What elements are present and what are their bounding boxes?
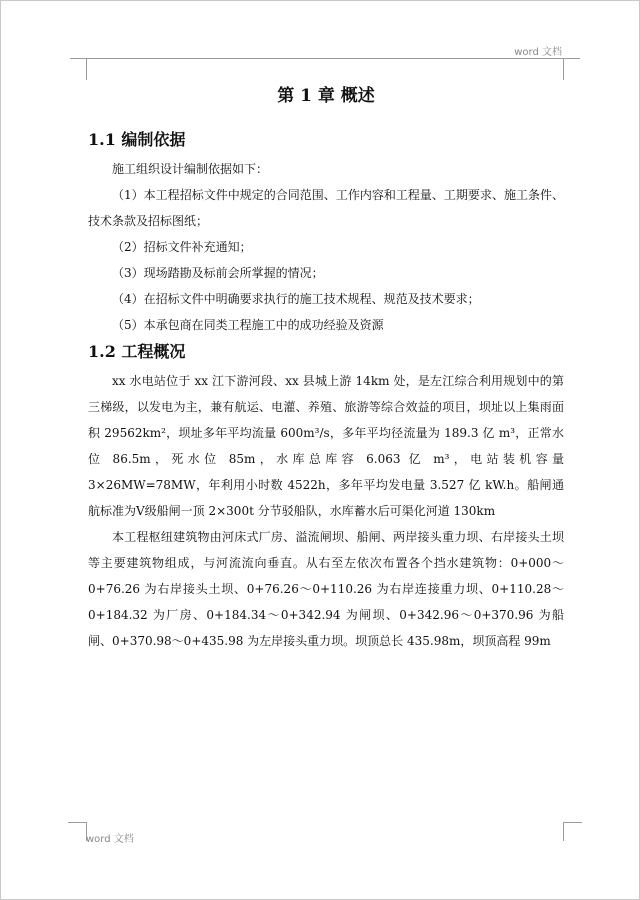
- header-label: word 文档: [514, 47, 562, 58]
- overview-paragraph-1: xx 水电站位于 xx 江下游河段、xx 县城上游 14km 处，是左江综合利用规划中的第三梯级，以发电为主，兼有航运、电灌、养殖、旅游等综合效益的项目，坝址以上集雨面积 29562km²，坝址多年平均流量 600m³/s，多年平均径流量为 189.3 亿 m³，正常水位 86.5m，死水位 85m，水库总库容 6.063 亿 m³，电站装机容量 3×26MW=78MW，年利用小时数 4522h，多年平均发电量 3.527 亿 kW.h。船闸通航标准为Ⅴ级船闸一顶 2×300t 分节驳船队，水库蓄水后可渠化河道 130km: [88, 374, 564, 518]
- section-heading-basis: 1.1 编制依据: [88, 130, 186, 149]
- basis-item-1: （1）本工程招标文件中规定的合同范围、工作内容和工程量、工期要求、施工条件、技术条款及招标图纸；: [88, 188, 564, 228]
- overview-paragraph-2: 本工程枢纽建筑物由河床式厂房、溢流闸坝、船闸、两岸接头重力坝、右岸接头土坝等主要建筑物组成，与河流流向垂直。从右至左依次布置各个挡水建筑物：0+000～0+76.26 为右岸接头土坝、0+76.26～0+110.26 为右岸连接重力坝、0+110.28～0+184.32 为厂房、0+184.34～0+342.94 为闸坝、0+342.96～0+370.96 为船闸、0+370.98～0+435.98 为左岸接头重力坝。坝顶总长 435.98m，坝顶高程 99m: [88, 530, 564, 648]
- basis-item-2: （2）招标文件补充通知；: [112, 240, 252, 254]
- section-heading-overview: 1.2 工程概况: [88, 342, 186, 361]
- crop-mark-top-left: [68, 58, 87, 80]
- crop-mark-top-right: [563, 58, 582, 80]
- footer-label: word 文档: [86, 834, 134, 845]
- header-rule: [70, 58, 580, 59]
- basis-item-4: （4）在招标文件中明确要求执行的施工技术规程、规范及技术要求；: [112, 292, 480, 306]
- chapter-title: 第 1 章 概述: [277, 86, 375, 106]
- section-intro: 施工组织设计编制依据如下：: [112, 162, 269, 176]
- basis-item-5: （5）本承包商在同类工程施工中的成功经验及资源: [112, 318, 384, 332]
- document-body: [88, 82, 564, 654]
- basis-item-3: （3）现场踏勘及标前会所掌握的情况；: [112, 266, 324, 280]
- crop-mark-bottom-right: [563, 822, 582, 841]
- crop-mark-bottom-left: [68, 822, 87, 841]
